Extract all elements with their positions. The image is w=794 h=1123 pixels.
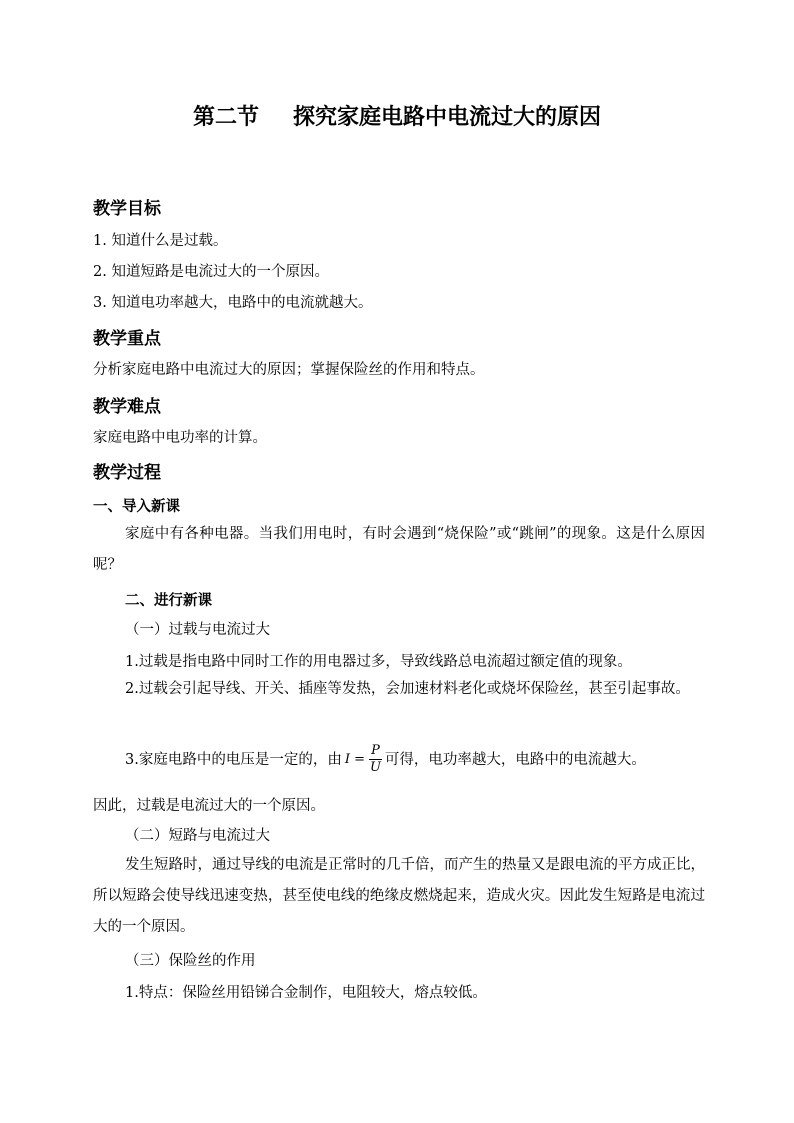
paragraph-overload-2: 2.过载会引起导线、开关、插座等发热，会加速材料老化或烧坏保险丝，甚至引起事故。 <box>125 681 690 697</box>
paragraph-overload-3 <box>125 742 646 778</box>
formula-numerator: P <box>371 743 380 758</box>
section-title: 探究家庭电路中电流过大的原因 <box>293 105 602 130</box>
new-lesson-heading: 二、进行新课 <box>125 593 212 609</box>
difficulties-text: 家庭电路中电功率的计算。 <box>93 430 267 446</box>
current-formula <box>345 742 382 778</box>
formula-fraction <box>369 743 382 776</box>
formula-denominator: U <box>370 760 382 775</box>
intro-heading: 一、导入新课 <box>93 499 180 515</box>
paragraph-overload-3-tail: 因此，过载是电流过大的一个原因。 <box>93 798 325 814</box>
paragraph-overload-3-end: 可得，电功率越大，电路中的电流越大。 <box>384 752 646 768</box>
subsection-1-heading: （一）过载与电流过大 <box>125 622 270 638</box>
intro-paragraph: 家庭中有各种电器。当我们用电时，有时会遇到“烧保险”或“跳闸”的现象。这是什么原因呢？ <box>93 526 705 573</box>
subsection-3-heading: （三）保险丝的作用 <box>125 953 256 969</box>
paragraph-fuse-feature: 1.特点：保险丝用铅锑合金制作，电阻较大，熔点较低。 <box>125 985 487 1001</box>
difficulties-heading: 教学难点 <box>93 397 161 417</box>
key-points-heading: 教学重点 <box>93 329 161 349</box>
subsection-2-heading: （二）短路与电流过大 <box>125 828 270 844</box>
section-number: 第二节 <box>192 105 259 130</box>
formula-lhs: I = <box>344 752 366 767</box>
key-points-text: 分析家庭电路中电流过大的原因；掌握保险丝的作用和特点。 <box>93 362 485 378</box>
process-heading: 教学过程 <box>93 463 161 483</box>
objective-item-2: 2. 知道短路是电流过大的一个原因。 <box>93 264 329 280</box>
objective-item-3: 3. 知道电功率越大，电路中的电流就越大。 <box>93 295 373 311</box>
paragraph-overload-1: 1.过载是指电路中同时工作的用电器过多，导致线路总电流超过额定值的现象。 <box>125 654 632 670</box>
objective-item-1: 1. 知道什么是过载。 <box>93 233 228 249</box>
paragraph-short-circuit: 发生短路时，通过导线的电流是正常时的几千倍，而产生的热量又是跟电流的平方成正比，所以短路会使导线迅速变热，甚至使电线的绝缘皮燃烧起来，造成火灾。因此发生短路是电流过大的一个原因。 <box>93 857 705 935</box>
page-title <box>0 100 794 131</box>
objectives-heading: 教学目标 <box>93 199 161 219</box>
paragraph-overload-3-start: 3.家庭电路中的电压是一定的，由 <box>125 752 342 768</box>
